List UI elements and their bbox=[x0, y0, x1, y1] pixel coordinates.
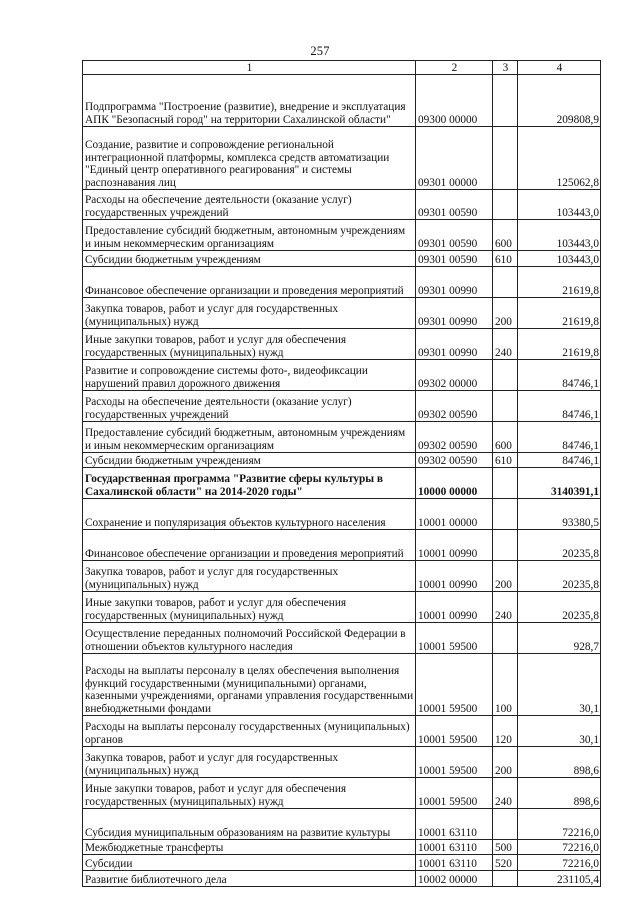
row-target-code: 09302 00000 bbox=[416, 360, 493, 391]
table-row bbox=[83, 298, 601, 329]
row-amount: 898,6 bbox=[518, 747, 601, 778]
row-description: Расходы на обеспечение деятельности (оказание услуг) государственных учреждений bbox=[83, 190, 416, 220]
row-target-code: 09301 00590 bbox=[416, 251, 493, 267]
row-target-code: 10001 59500 bbox=[416, 623, 493, 654]
table-row bbox=[83, 623, 601, 654]
row-description: Развитие библиотечного дела bbox=[83, 871, 416, 887]
row-expense-type: 200 bbox=[493, 298, 518, 329]
row-amount: 209808,9 bbox=[518, 75, 601, 127]
row-amount: 72216,0 bbox=[518, 855, 601, 871]
row-description: Развитие и сопровождение системы фото-, видеофиксации нарушений правил дорожного движения bbox=[83, 360, 416, 391]
column-header-expense-type: 3 bbox=[493, 61, 518, 75]
column-header-description: 1 bbox=[83, 61, 416, 75]
table-row bbox=[83, 855, 601, 871]
row-expense-type: 100 bbox=[493, 654, 518, 716]
row-description: Субсидии бюджетным учреждениям bbox=[83, 453, 416, 468]
table-row bbox=[83, 453, 601, 468]
row-target-code: 10001 63110 bbox=[416, 840, 493, 855]
row-expense-type bbox=[493, 267, 518, 298]
row-amount: 84746,1 bbox=[518, 453, 601, 468]
row-amount: 3140391,1 bbox=[518, 468, 601, 499]
row-amount: 20235,8 bbox=[518, 530, 601, 561]
row-amount: 21619,8 bbox=[518, 267, 601, 298]
row-amount: 21619,8 bbox=[518, 329, 601, 360]
row-amount: 72216,0 bbox=[518, 809, 601, 840]
row-target-code: 10001 59500 bbox=[416, 747, 493, 778]
table-row bbox=[83, 778, 601, 809]
row-target-code: 10001 59500 bbox=[416, 654, 493, 716]
row-description: Финансовое обеспечение организации и проведения мероприятий bbox=[83, 530, 416, 561]
row-expense-type bbox=[493, 190, 518, 220]
row-amount: 30,1 bbox=[518, 716, 601, 747]
row-expense-type bbox=[493, 468, 518, 499]
table-row bbox=[83, 220, 601, 251]
row-description: Расходы на обеспечение деятельности (оказание услуг) государственных учреждений bbox=[83, 391, 416, 422]
row-expense-type bbox=[493, 360, 518, 391]
row-target-code: 09302 00590 bbox=[416, 453, 493, 468]
row-expense-type bbox=[493, 391, 518, 422]
table-row bbox=[83, 809, 601, 840]
column-header-code: 2 bbox=[416, 61, 493, 75]
table-row bbox=[83, 391, 601, 422]
row-expense-type bbox=[493, 499, 518, 530]
row-expense-type: 240 bbox=[493, 592, 518, 623]
row-description: Расходы на выплаты персоналу в целях обеспечения выполнения функций государственными (муниципальными) органами, казенными учреждениями, органами управления государственными внебюджетными фондами bbox=[83, 654, 416, 716]
row-expense-type bbox=[493, 623, 518, 654]
row-target-code: 09302 00590 bbox=[416, 391, 493, 422]
row-target-code: 09302 00590 bbox=[416, 422, 493, 453]
row-expense-type: 610 bbox=[493, 251, 518, 267]
row-description: Субсидии bbox=[83, 855, 416, 871]
row-amount: 84746,1 bbox=[518, 391, 601, 422]
table-row bbox=[83, 360, 601, 391]
table-row bbox=[83, 190, 601, 220]
row-amount: 84746,1 bbox=[518, 360, 601, 391]
row-expense-type: 200 bbox=[493, 561, 518, 592]
row-target-code: 10000 00000 bbox=[416, 468, 493, 499]
row-amount: 20235,8 bbox=[518, 561, 601, 592]
row-expense-type bbox=[493, 530, 518, 561]
budget-table bbox=[82, 60, 601, 887]
row-expense-type: 500 bbox=[493, 840, 518, 855]
table-row bbox=[83, 716, 601, 747]
row-expense-type: 600 bbox=[493, 422, 518, 453]
row-amount: 84746,1 bbox=[518, 422, 601, 453]
row-description: Сохранение и популяризация объектов культурного населения bbox=[83, 499, 416, 530]
table-row bbox=[83, 747, 601, 778]
row-target-code: 10001 59500 bbox=[416, 778, 493, 809]
row-description: Подпрограмма "Построение (развитие), внедрение и эксплуатация АПК "Безопасный город" на территории Сахалинской области" bbox=[83, 75, 416, 127]
row-expense-type: 240 bbox=[493, 778, 518, 809]
column-header-amount: 4 bbox=[518, 61, 601, 75]
row-amount: 103443,0 bbox=[518, 190, 601, 220]
row-amount: 72216,0 bbox=[518, 840, 601, 855]
row-amount: 30,1 bbox=[518, 654, 601, 716]
table-row bbox=[83, 499, 601, 530]
row-description: Осуществление переданных полномочий Российской Федерации в отношении объектов культурного наследия bbox=[83, 623, 416, 654]
row-description: Закупка товаров, работ и услуг для государственных (муниципальных) нужд bbox=[83, 298, 416, 329]
row-description: Государственная программа "Развитие сферы культуры в Сахалинской области" на 2014-2020 годы" bbox=[83, 468, 416, 499]
row-target-code: 09301 00000 bbox=[416, 127, 493, 190]
row-target-code: 10001 63110 bbox=[416, 809, 493, 840]
row-description: Финансовое обеспечение организации и проведения мероприятий bbox=[83, 267, 416, 298]
row-target-code: 10001 63110 bbox=[416, 855, 493, 871]
row-amount: 103443,0 bbox=[518, 251, 601, 267]
page-number: 257 bbox=[310, 44, 330, 58]
table-row bbox=[83, 840, 601, 855]
row-amount: 20235,8 bbox=[518, 592, 601, 623]
row-description: Межбюджетные трансферты bbox=[83, 840, 416, 855]
row-target-code: 09301 00990 bbox=[416, 329, 493, 360]
row-target-code: 10001 00990 bbox=[416, 592, 493, 623]
table-row bbox=[83, 422, 601, 453]
row-target-code: 10001 00990 bbox=[416, 530, 493, 561]
row-description: Предоставление субсидий бюджетным, автономным учреждениям и иным некоммерческим организациям bbox=[83, 422, 416, 453]
row-description: Закупка товаров, работ и услуг для государственных (муниципальных) нужд bbox=[83, 747, 416, 778]
row-target-code: 10002 00000 bbox=[416, 871, 493, 887]
row-description: Иные закупки товаров, работ и услуг для обеспечения государственных (муниципальных) нужд bbox=[83, 778, 416, 809]
row-amount: 93380,5 bbox=[518, 499, 601, 530]
row-target-code: 09301 00590 bbox=[416, 190, 493, 220]
row-expense-type: 610 bbox=[493, 453, 518, 468]
row-expense-type bbox=[493, 809, 518, 840]
row-amount: 898,6 bbox=[518, 778, 601, 809]
row-description: Субсидии бюджетным учреждениям bbox=[83, 251, 416, 267]
row-description: Создание, развитие и сопровождение региональной интеграционной платформы, комплекса средств автоматизации "Единый центр оперативного реагирования" и системы распознавания лиц bbox=[83, 127, 416, 190]
row-target-code: 09301 00590 bbox=[416, 220, 493, 251]
row-expense-type: 600 bbox=[493, 220, 518, 251]
row-amount: 928,7 bbox=[518, 623, 601, 654]
row-description: Иные закупки товаров, работ и услуг для обеспечения государственных (муниципальных) нужд bbox=[83, 329, 416, 360]
row-description: Расходы на выплаты персоналу государственных (муниципальных) органов bbox=[83, 716, 416, 747]
row-amount: 21619,8 bbox=[518, 298, 601, 329]
row-description: Иные закупки товаров, работ и услуг для обеспечения государственных (муниципальных) нужд bbox=[83, 592, 416, 623]
table-row bbox=[83, 871, 601, 887]
table-row bbox=[83, 267, 601, 298]
table-row bbox=[83, 468, 601, 499]
row-description: Предоставление субсидий бюджетным, автономным учреждениям и иным некоммерческим организациям bbox=[83, 220, 416, 251]
row-target-code: 10001 59500 bbox=[416, 716, 493, 747]
table-row bbox=[83, 592, 601, 623]
row-expense-type bbox=[493, 127, 518, 190]
table-row bbox=[83, 251, 601, 267]
table-row bbox=[83, 75, 601, 127]
table-header-row bbox=[83, 61, 601, 75]
row-description: Закупка товаров, работ и услуг для государственных (муниципальных) нужд bbox=[83, 561, 416, 592]
row-amount: 231105,4 bbox=[518, 871, 601, 887]
table-row bbox=[83, 654, 601, 716]
row-expense-type: 520 bbox=[493, 855, 518, 871]
row-expense-type: 120 bbox=[493, 716, 518, 747]
row-target-code: 09301 00990 bbox=[416, 298, 493, 329]
row-expense-type bbox=[493, 871, 518, 887]
row-description: Субсидия муниципальным образованиям на развитие культуры bbox=[83, 809, 416, 840]
row-target-code: 09301 00990 bbox=[416, 267, 493, 298]
row-amount: 103443,0 bbox=[518, 220, 601, 251]
table-row bbox=[83, 329, 601, 360]
row-target-code: 10001 00990 bbox=[416, 561, 493, 592]
row-target-code: 10001 00000 bbox=[416, 499, 493, 530]
row-expense-type bbox=[493, 75, 518, 127]
row-amount: 125062,8 bbox=[518, 127, 601, 190]
table-row bbox=[83, 530, 601, 561]
row-expense-type: 200 bbox=[493, 747, 518, 778]
table-row bbox=[83, 127, 601, 190]
table-row bbox=[83, 561, 601, 592]
row-target-code: 09300 00000 bbox=[416, 75, 493, 127]
table-body bbox=[83, 75, 601, 887]
row-expense-type: 240 bbox=[493, 329, 518, 360]
